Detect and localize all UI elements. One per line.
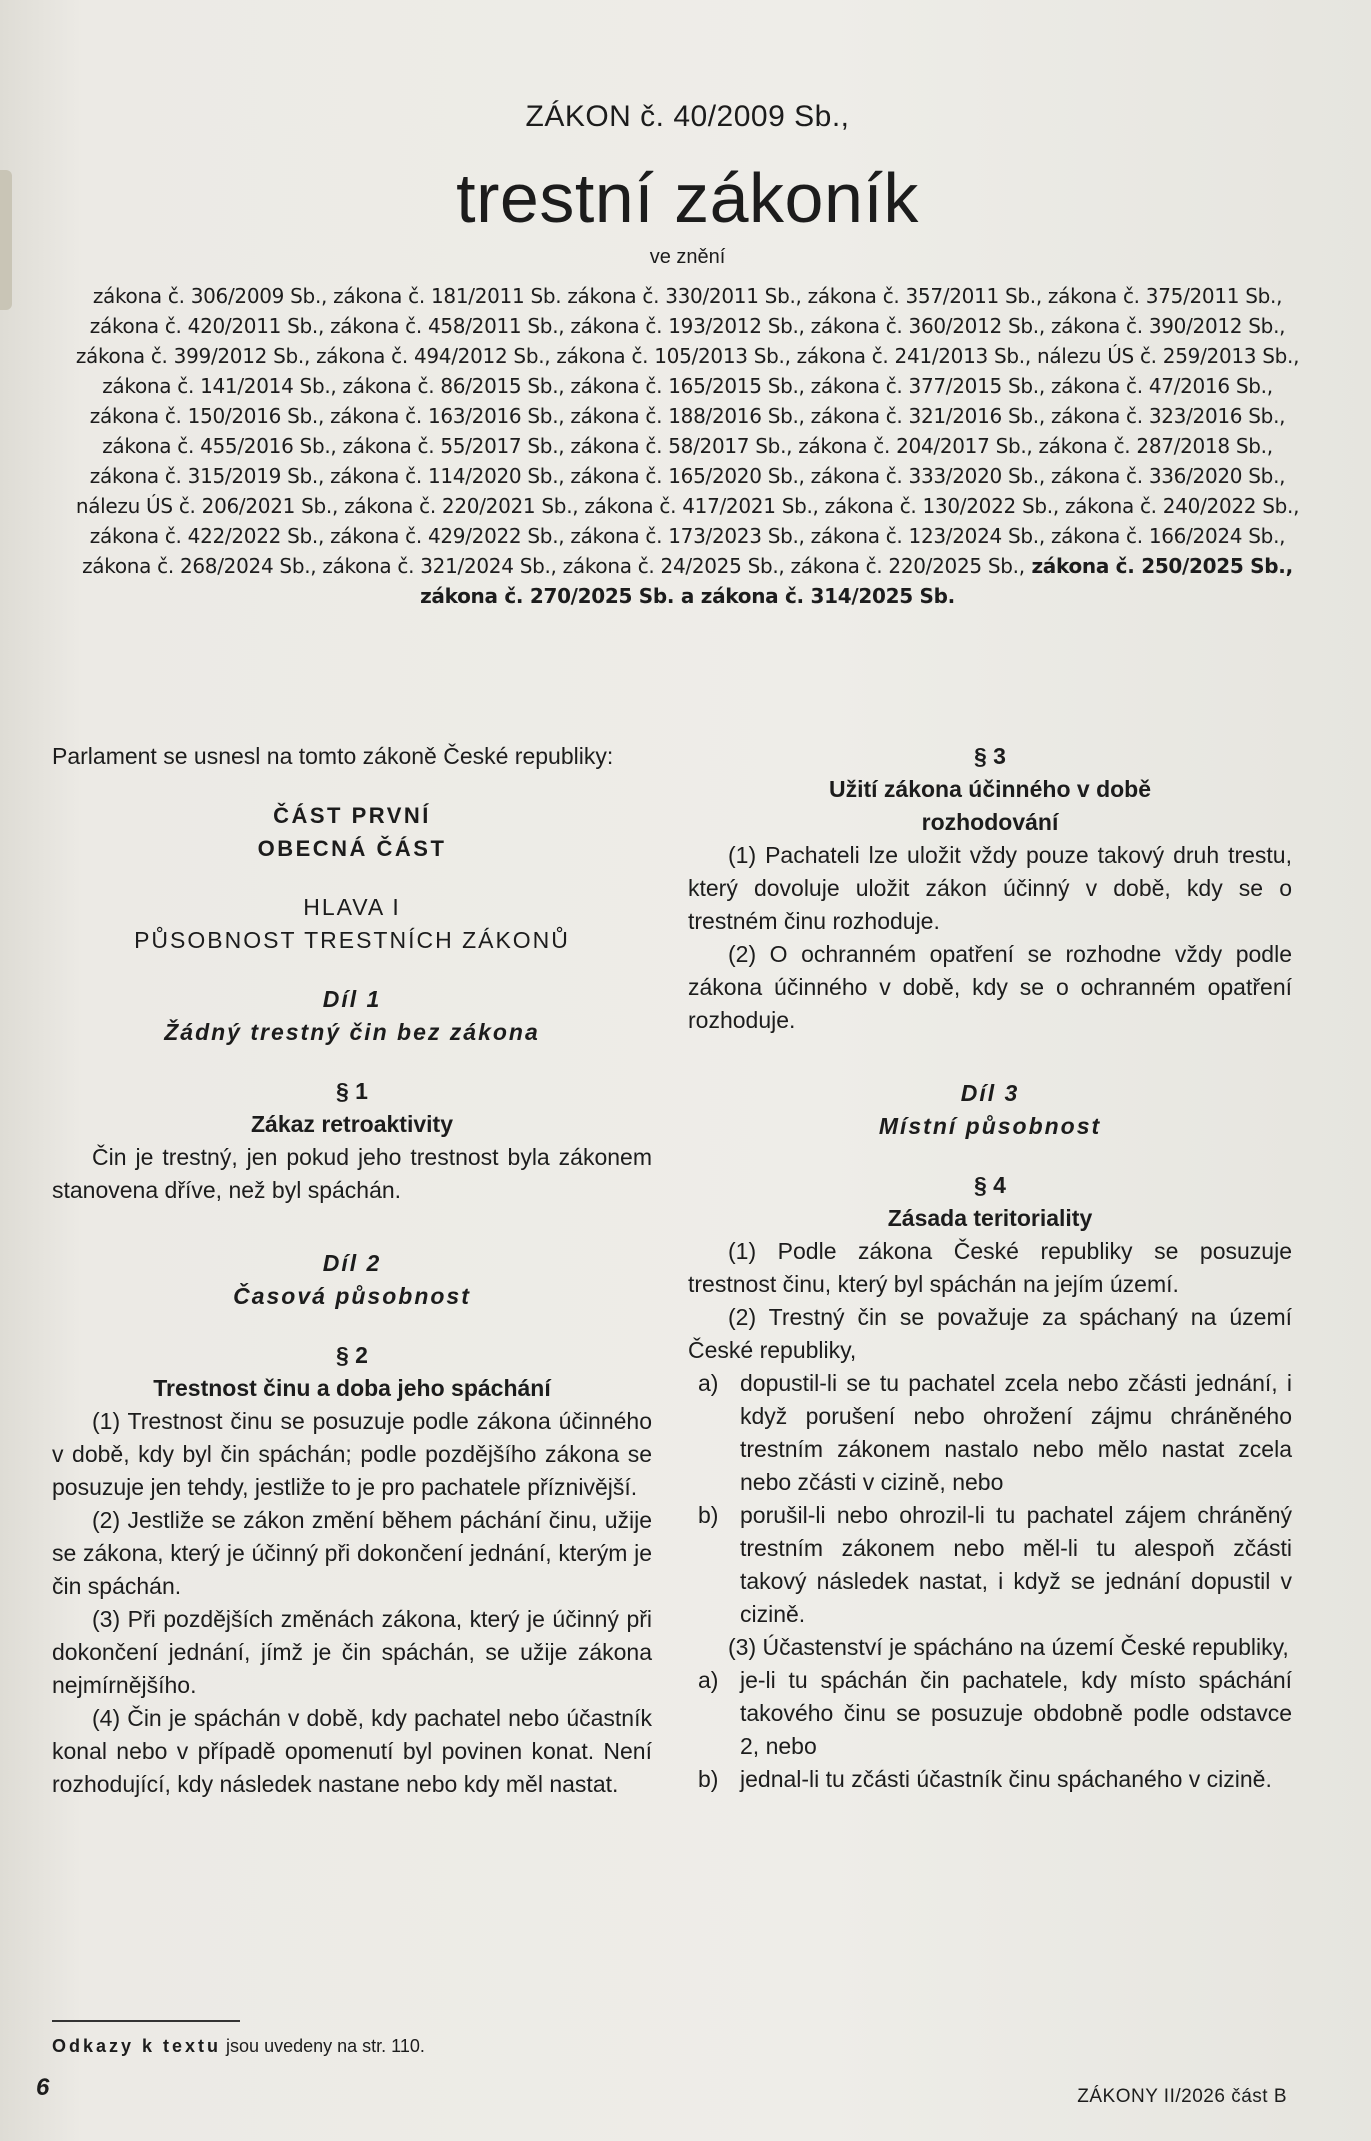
amendments-line: zákona č. 141/2014 Sb., zákona č. 86/2015 Sb., zákona č. 165/2015 Sb., zákona č. 377/2015 Sb., zákona č. 47/2016 Sb., (102, 374, 1273, 398)
publication-label: ZÁKONY II/2026 část B (1077, 2086, 1287, 2107)
list-item-text: dopustil-li se tu pachatel zcela nebo zčásti jednání, i když porušení nebo ohrožení zájmu chráněného trestním zákonem nastalo nebo mělo nastat zcela nebo zčásti v cizině, nebo (740, 1370, 1292, 1495)
list-item (688, 1664, 1292, 1763)
hlava-title: PŮSOBNOST TRESTNÍCH ZÁKONŮ (134, 927, 570, 953)
amendments-line: zákona č. 422/2022 Sb., zákona č. 429/2022 Sb., zákona č. 173/2023 Sb., zákona č. 123/2024 Sb., zákona č. 166/2024 Sb., (89, 524, 1286, 548)
footnote-lead: Odkazy k textu (52, 2036, 222, 2056)
list-item (688, 1367, 1292, 1499)
section-paragraph: (3) Účastenství je spácháno na území České republiky, (728, 1634, 1289, 1660)
amendments-line (40, 581, 1335, 611)
list-item (688, 1763, 1292, 1796)
section-paragraph: (2) O ochranném opatření se rozhodne vždy podle zákona účinného v době, kdy se o ochranném opatření rozhoduje. (688, 941, 1292, 1033)
section-paragraph: (2) Trestný čin se považuje za spáchaný na území České republiky, (688, 1304, 1292, 1363)
left-column (52, 740, 652, 1801)
section-number: § 4 (974, 1172, 1006, 1198)
section-paragraph: (1) Pachateli lze uložit vždy pouze takový druh trestu, který dovoluje uložit zákon účinný v době, kdy se o trestném činu rozhoduje. (688, 842, 1292, 934)
footnote-text: jsou uvedeny na str. 110. (221, 2036, 425, 2056)
page-number: 6 (36, 2074, 50, 2101)
dil-number: Díl 3 (960, 1080, 1020, 1106)
footnote (52, 2036, 425, 2057)
amendments-list (40, 281, 1335, 611)
dil-number: Díl 2 (322, 1250, 382, 1276)
amendments-line: zákona č. 150/2016 Sb., zákona č. 163/2016 Sb., zákona č. 188/2016 Sb., zákona č. 321/2016 Sb., zákona č. 323/2016 Sb., (89, 404, 1286, 428)
section-paragraph: Čin je trestný, jen pokud jeho trestnost byla zákonem stanovena dříve, než byl spáchán. (52, 1144, 652, 1203)
amendments-line (40, 551, 1335, 581)
list-item (688, 1499, 1292, 1631)
amendments-line: zákona č. 315/2019 Sb., zákona č. 114/2020 Sb., zákona č. 165/2020 Sb., zákona č. 333/2020 Sb., zákona č. 336/2020 Sb., (89, 464, 1286, 488)
in-wording-label: ve znění (649, 246, 726, 268)
list-item-label: b) (698, 1502, 719, 1528)
amendments-bold: zákona č. 250/2025 Sb., (1024, 554, 1293, 578)
list-item-label: b) (698, 1766, 719, 1792)
section-paragraph: (1) Podle zákona České republiky se posuzuje trestnost činu, který byl spáchán na jejím území. (688, 1238, 1292, 1297)
amendments-plain: zákona č. 268/2024 Sb., zákona č. 321/2024 Sb., zákona č. 24/2025 Sb., zákona č. 220/2025 Sb., (82, 554, 1025, 578)
page-edge-tab (0, 170, 12, 310)
section-number: § 2 (336, 1342, 368, 1368)
section-number: § 1 (336, 1078, 368, 1104)
law-header (40, 100, 1335, 611)
part-heading: ČÁST PRVNÍ (273, 803, 431, 828)
dil-title: Časová působnost (233, 1283, 471, 1309)
list-item-label: a) (698, 1667, 719, 1693)
dil-title: Žádný trestný čin bez zákona (164, 1019, 540, 1045)
right-column (688, 740, 1292, 1796)
list-item-label: a) (698, 1370, 719, 1396)
section-paragraph: (3) Při pozdějších změnách zákona, který je účinný při dokončení jednání, jímž je čin spáchán, se užije zákona nejmírnějšího. (52, 1606, 652, 1698)
section-paragraph: (1) Trestnost činu se posuzuje podle zákona účinného v době, kdy byl čin spáchán; podle pozdějšího zákona se posuzuje jen tehdy, jestliže to je pro pachatele příznivější. (52, 1408, 652, 1500)
amendments-line: zákona č. 399/2012 Sb., zákona č. 494/2012 Sb., zákona č. 105/2013 Sb., zákona č. 241/2013 Sb., nálezu ÚS č. 259/2013 Sb., (75, 344, 1300, 368)
amendments-line: zákona č. 420/2011 Sb., zákona č. 458/2011 Sb., zákona č. 193/2012 Sb., zákona č. 360/2012 Sb., zákona č. 390/2012 Sb., (89, 314, 1286, 338)
dil-number: Díl 1 (322, 986, 382, 1012)
law-title: trestní zákoník (456, 159, 919, 237)
part-subheading: OBECNÁ ČÁST (257, 836, 447, 861)
section-title: Užití zákona účinného v době rozhodování (828, 776, 1152, 835)
section-title: Zásada teritoriality (887, 1205, 1093, 1231)
section-paragraph: (4) Čin je spáchán v době, kdy pachatel nebo účastník konal nebo v případě opomenutí byl povinen konat. Není rozhodující, kdy následek nastane nebo kdy měl nastat. (52, 1705, 652, 1797)
list-item-text: jednal-li tu zčásti účastník činu spáchaného v cizině. (740, 1766, 1272, 1792)
amendments-line: zákona č. 306/2009 Sb., zákona č. 181/2011 Sb. zákona č. 330/2011 Sb., zákona č. 357/2011 Sb., zákona č. 375/2011 Sb., (92, 284, 1283, 308)
law-number: ZÁKON č. 40/2009 Sb., (525, 100, 850, 133)
section-paragraph: (2) Jestliže se zákon změní během páchání činu, užije se zákona, který je účinný při dokončení jednání, kterým je čin spáchán. (52, 1507, 652, 1599)
section-title: Zákaz retroaktivity (251, 1111, 453, 1137)
hlava-heading: HLAVA I (303, 894, 401, 920)
intro-text: Parlament se usnesl na tomto zákoně České republiky: (52, 743, 614, 769)
list-item-text: porušil-li nebo ohrozil-li tu pachatel zájem chráněný trestním zákonem nebo měl-li tu alespoň zčásti takový následek nastat, i když se jednání dopustil v cizině. (740, 1502, 1292, 1627)
amendments-line: nálezu ÚS č. 206/2021 Sb., zákona č. 220/2021 Sb., zákona č. 417/2021 Sb., zákona č. 130/2022 Sb., zákona č. 240/2022 Sb., (75, 494, 1300, 518)
amendments-line: zákona č. 455/2016 Sb., zákona č. 55/2017 Sb., zákona č. 58/2017 Sb., zákona č. 204/2017 Sb., zákona č. 287/2018 Sb., (102, 434, 1273, 458)
dil-title: Místní působnost (878, 1113, 1102, 1139)
footnote-divider (52, 2020, 240, 2022)
list-item-text: je-li tu spáchán čin pachatele, kdy místo spáchání takového činu se posuzuje obdobně podle odstavce 2, nebo (740, 1667, 1292, 1759)
amendments-bold-final: zákona č. 270/2025 Sb. a zákona č. 314/2025 Sb. (420, 584, 955, 608)
section-number: § 3 (974, 743, 1006, 769)
section-title: Trestnost činu a doba jeho spáchání (153, 1375, 551, 1401)
